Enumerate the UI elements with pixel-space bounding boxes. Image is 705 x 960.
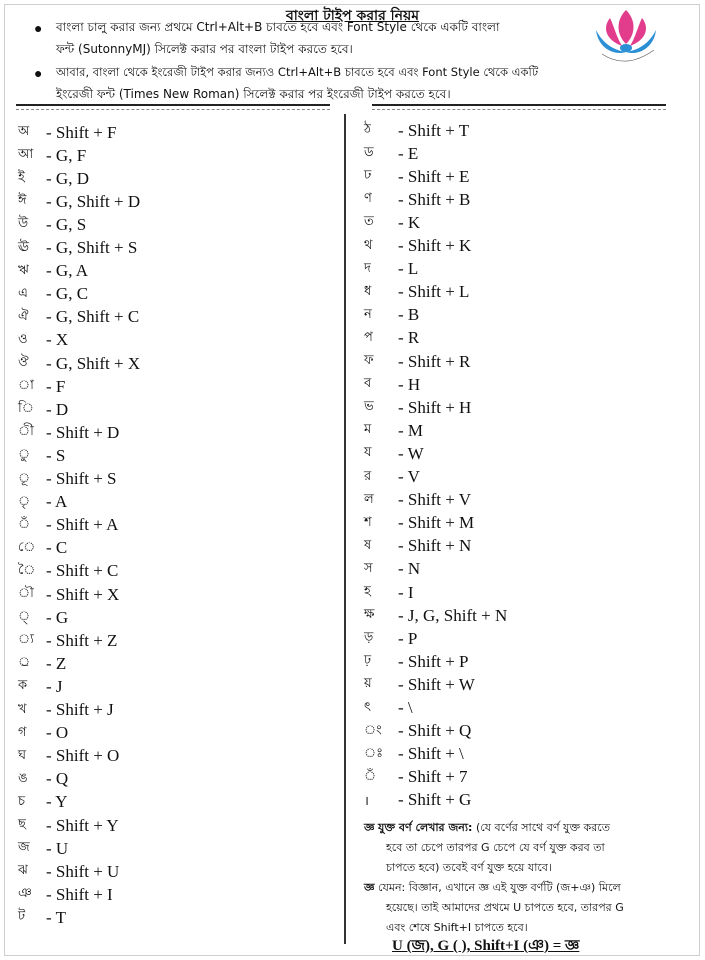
key-row — [364, 766, 468, 789]
bangla-letter: ঙ — [18, 770, 28, 786]
key-combination: - Shift + B — [398, 189, 471, 209]
bangla-letter: ত — [364, 214, 374, 230]
key-row — [18, 375, 65, 398]
key-combination: - G, Shift + C — [46, 307, 140, 327]
key-combination: - A — [46, 492, 68, 512]
key-combination: - G, Shift + D — [46, 191, 141, 211]
bangla-letter: ঋ — [18, 262, 29, 278]
bangla-letter: ধ — [364, 283, 372, 299]
bangla-letter: ঔ — [18, 355, 29, 370]
key-combination: - Shift + X — [46, 584, 120, 604]
key-row — [18, 560, 118, 583]
key-row — [364, 373, 420, 396]
bangla-letter: ও — [18, 331, 28, 347]
key-row — [18, 860, 119, 883]
key-combination: - G, C — [46, 284, 89, 304]
rule-2 — [56, 61, 664, 105]
note-1-text-3: চাপতে হবে) তবেই বর্ণ যুক্ত হয়ে যাবে। — [386, 861, 552, 874]
bangla-letter: ছ — [18, 817, 26, 832]
key-row — [364, 489, 471, 512]
bangla-letter: য় — [364, 676, 372, 692]
bangla-letter: স — [364, 560, 373, 576]
key-row — [18, 606, 68, 629]
key-row — [18, 421, 119, 444]
bangla-letter: । — [364, 794, 369, 810]
key-row — [364, 720, 471, 743]
bangla-letter: ্ — [18, 609, 31, 625]
compound-letter-note — [364, 818, 674, 878]
key-row — [18, 883, 113, 906]
bangla-letter: দ — [364, 260, 371, 276]
bangla-letter: ঞ — [18, 886, 32, 902]
key-row — [18, 768, 68, 791]
bangla-letter: থ — [364, 237, 373, 253]
key-row — [364, 119, 469, 142]
bangla-letter: প — [364, 329, 373, 345]
key-row — [18, 190, 140, 213]
key-row — [18, 791, 68, 814]
key-combination: - H — [398, 374, 421, 394]
key-combination: - T — [46, 907, 66, 927]
bangla-letter: ড় — [364, 630, 374, 646]
column-divider — [344, 114, 346, 944]
key-row — [364, 211, 420, 234]
note-2-text-1: যেমন: বিজ্ঞান, এখানে জ্ঞ এই যুক্ত বর্ণটি (জ+ঞ) মিলে — [378, 881, 621, 894]
bangla-letter: ্র — [18, 655, 31, 671]
key-row — [18, 144, 86, 167]
key-combination: - L — [398, 259, 419, 279]
key-row — [364, 442, 424, 465]
bangla-letter: ঢ় — [364, 653, 372, 669]
key-combination: - Y — [46, 792, 68, 812]
bangla-letter: ঁ — [18, 516, 31, 532]
bangla-letter: ে — [18, 539, 36, 555]
key-combination: - V — [398, 467, 420, 486]
bangla-letter: ল — [364, 491, 374, 507]
key-combination: - Shift + Y — [46, 815, 119, 835]
key-combination: - Shift + G — [398, 790, 472, 810]
key-combination: - Shift + A — [46, 515, 119, 535]
bangla-letter: গ — [18, 724, 27, 740]
key-row — [18, 213, 86, 236]
bangla-letter: আ — [18, 147, 34, 163]
key-combination: - Shift + C — [46, 561, 119, 581]
key-row — [18, 260, 88, 283]
key-row — [364, 743, 464, 766]
key-combination: - Shift + T — [398, 120, 470, 140]
note-1-lead: জ্ঞ — [364, 821, 375, 834]
note-1-text-1: (যে বর্ণের সাথে বর্ণ যুক্ত করতে — [475, 821, 610, 834]
key-row — [364, 650, 469, 673]
key-row — [364, 558, 420, 581]
key-row — [18, 629, 117, 652]
rule-1-line-2: ফন্ট (SutonnyMJ) সিলেক্ট করার পর বাংলা টাইপ করতে হবে। — [56, 42, 353, 56]
key-row — [18, 906, 66, 929]
key-row — [364, 789, 471, 812]
key-row — [18, 745, 119, 768]
bangla-letter: ী — [18, 424, 34, 440]
note-2-lead: জ্ঞ — [364, 881, 375, 894]
key-combination: - Shift + R — [398, 351, 471, 371]
key-combination: - G, Shift + S — [46, 238, 138, 257]
bangla-letter: ক্ষ — [364, 607, 375, 623]
bangla-letter: ঠ — [364, 122, 371, 137]
key-combination: - Shift + M — [398, 513, 475, 533]
key-row — [364, 604, 507, 627]
key-row — [18, 398, 68, 421]
note-2-text-3: এবং শেষে Shift+I চাপতে হবে। — [386, 921, 528, 934]
bangla-letter: এ — [18, 285, 28, 301]
key-combination: - Shift + O — [46, 746, 120, 766]
key-row — [18, 352, 140, 375]
key-combination: - G, D — [46, 168, 89, 188]
key-combination: - I — [398, 582, 414, 602]
bangla-letter: ি — [18, 401, 34, 417]
key-row — [364, 281, 469, 304]
bangla-letter: ূ — [18, 470, 31, 486]
note-1-heading: যুক্ত বর্ণ লেখার জন্য: — [378, 821, 473, 834]
key-combination: - J — [46, 676, 63, 696]
bangla-letter: ড — [364, 145, 374, 161]
key-combination: - Shift + F — [46, 122, 117, 142]
key-combination: - Shift + N — [398, 536, 472, 556]
bangla-letter: ম — [364, 422, 372, 438]
note-1-text-2: হবে তা চেপে তারপর G চেপে যে বর্ণ যুক্ত করব তা — [386, 841, 605, 854]
key-combination: - U — [46, 838, 69, 858]
key-row — [18, 491, 67, 514]
rule-1-line-1: বাংলা চালু করার জন্য প্রথমে Ctrl+Alt+B চাবতে হবে এবং Font Style থেকে একটি বাংলা — [56, 20, 500, 34]
bangla-letter: জ — [18, 840, 30, 856]
key-row — [18, 675, 63, 698]
key-combination: - G, S — [46, 214, 87, 234]
bangla-letter: ন — [364, 306, 372, 322]
rule-2-line-1: আবার, বাংলা থেকে ইংরেজী টাইপ করার জন্যও Ctrl+Alt+B চাবতে হবে এবং Font Style থেকে একটি — [56, 65, 539, 79]
bangla-letter: ঃ — [364, 745, 384, 761]
key-row — [364, 673, 475, 696]
key-combination: - G — [46, 607, 69, 627]
bullet-icon: ● — [34, 22, 43, 37]
key-row — [364, 466, 420, 489]
bangla-letter: ষ — [364, 537, 372, 553]
key-combination: - Shift + E — [398, 166, 470, 186]
key-row — [364, 304, 419, 327]
bangla-letter: ণ — [364, 191, 372, 207]
bangla-letter: খ — [18, 701, 27, 717]
bangla-letter: চ — [18, 793, 26, 809]
key-row — [364, 188, 470, 211]
key-combination: - Shift + Z — [46, 630, 118, 650]
bangla-letter: হ — [364, 584, 371, 599]
key-combination: - Shift + P — [398, 651, 469, 671]
key-row — [364, 396, 471, 419]
key-row — [364, 165, 469, 188]
key-row — [18, 583, 119, 606]
bangla-letter: উ — [18, 216, 29, 232]
key-combination: - W — [398, 443, 424, 463]
key-row — [364, 350, 470, 373]
bangla-letter: ফ — [364, 353, 374, 368]
bangla-letter: অ — [18, 124, 30, 139]
bangla-letter: ভ — [364, 399, 374, 415]
key-row — [364, 142, 418, 165]
key-row — [18, 167, 89, 190]
key-combination: - Shift + D — [46, 422, 120, 442]
key-combination: - Shift + V — [398, 490, 472, 510]
key-row — [18, 699, 114, 722]
bangla-letter: য — [364, 445, 372, 461]
key-combination: - O — [46, 723, 69, 743]
key-row — [18, 306, 139, 329]
key-combination: - G, Shift + X — [46, 353, 141, 373]
bangla-letter: শ — [364, 514, 372, 530]
key-combination: - E — [398, 143, 419, 163]
key-row — [364, 512, 474, 535]
key-combination: - S — [46, 445, 66, 465]
example-formula: U (জ), G ( ), Shift+I (ঞ) = জ্ঞ — [392, 938, 580, 954]
bangla-letter: ৗ — [18, 586, 34, 601]
bangla-letter: ঁ — [364, 768, 377, 784]
key-row — [18, 537, 67, 560]
key-combination: - F — [46, 376, 66, 396]
bangla-letter: ৃ — [18, 493, 31, 509]
key-row — [18, 329, 68, 352]
key-combination: - Shift + H — [398, 397, 472, 417]
bangla-letter: ই — [18, 170, 25, 186]
key-row — [18, 121, 117, 144]
bangla-letter: ঈ — [18, 193, 27, 209]
key-combination: - C — [46, 538, 68, 558]
bangla-letter: ক — [18, 678, 28, 694]
key-combination: - G, F — [46, 145, 87, 165]
key-combination: - J, G, Shift + N — [398, 605, 508, 625]
key-combination: - D — [46, 399, 69, 419]
key-combination: - Q — [46, 769, 69, 789]
key-row — [18, 444, 65, 467]
rule-2-line-2: ইংরেজী ফন্ট (Times New Roman) সিলেক্ট করার পর ইংরেজী টাইপ করতে হবে। — [56, 87, 451, 101]
bangla-letter: র — [364, 468, 372, 484]
bangla-letter: ৎ — [364, 699, 371, 715]
note-2-text-2: হয়েছে। তাই আমাদের প্রথমে U চাপতে হবে, তারপর G — [386, 901, 624, 914]
key-row — [364, 697, 413, 720]
key-row — [18, 652, 66, 675]
key-combination: - N — [398, 559, 421, 579]
key-row — [18, 468, 117, 491]
bangla-letter: ং — [364, 722, 382, 738]
key-combination: - G, A — [46, 261, 89, 281]
key-combination: - Shift + J — [46, 700, 114, 719]
key-row — [364, 419, 423, 442]
key-combination: - R — [398, 328, 420, 348]
key-combination: - Z — [46, 653, 67, 673]
example-note — [364, 878, 674, 938]
key-row — [18, 837, 68, 860]
key-row — [18, 283, 88, 306]
key-combination: - Shift + S — [46, 469, 117, 488]
key-row — [364, 535, 471, 558]
key-combination: - Shift + K — [398, 236, 472, 255]
bangla-letter: ঐ — [18, 308, 29, 324]
separator-right — [372, 104, 666, 112]
key-combination: - Shift + \ — [398, 744, 464, 764]
bangla-letter: ট — [18, 909, 26, 925]
bullet-icon: ● — [34, 67, 43, 82]
key-combination: - Shift + 7 — [398, 767, 468, 787]
bangla-letter: ঝ — [18, 863, 28, 879]
bangla-letter: া — [18, 378, 34, 394]
bangla-letter: ু — [18, 447, 31, 463]
separator-left — [16, 104, 330, 112]
key-combination: - Shift + U — [46, 861, 120, 881]
key-row — [18, 814, 119, 837]
key-combination: - Shift + I — [46, 884, 113, 904]
key-row — [18, 237, 137, 260]
rule-1 — [56, 16, 664, 60]
key-combination: - Shift + L — [398, 282, 470, 302]
page-title: বাংলা টাইপ করার নিয়ম — [285, 8, 420, 24]
key-row — [364, 258, 418, 281]
key-combination: - B — [398, 305, 420, 325]
key-combination: - \ — [398, 698, 413, 717]
key-row — [364, 235, 471, 258]
key-combination: - Shift + W — [398, 674, 475, 694]
bangla-letter: ঊ — [18, 239, 30, 255]
key-row — [364, 327, 419, 350]
bangla-letter: ৈ — [18, 562, 36, 578]
key-row — [364, 581, 414, 604]
key-combination: - K — [398, 212, 421, 232]
bangla-letter: ঘ — [18, 747, 27, 763]
key-row — [364, 627, 417, 650]
bangla-letter: ্য — [18, 632, 34, 648]
key-combination: - Shift + Q — [398, 721, 472, 741]
key-combination: - M — [398, 420, 424, 440]
bangla-letter: ঢ — [364, 168, 372, 184]
key-combination: - X — [46, 330, 69, 350]
key-combination: - P — [398, 628, 418, 648]
key-row — [18, 514, 118, 537]
key-row — [18, 722, 68, 745]
bangla-letter: ব — [364, 376, 372, 392]
